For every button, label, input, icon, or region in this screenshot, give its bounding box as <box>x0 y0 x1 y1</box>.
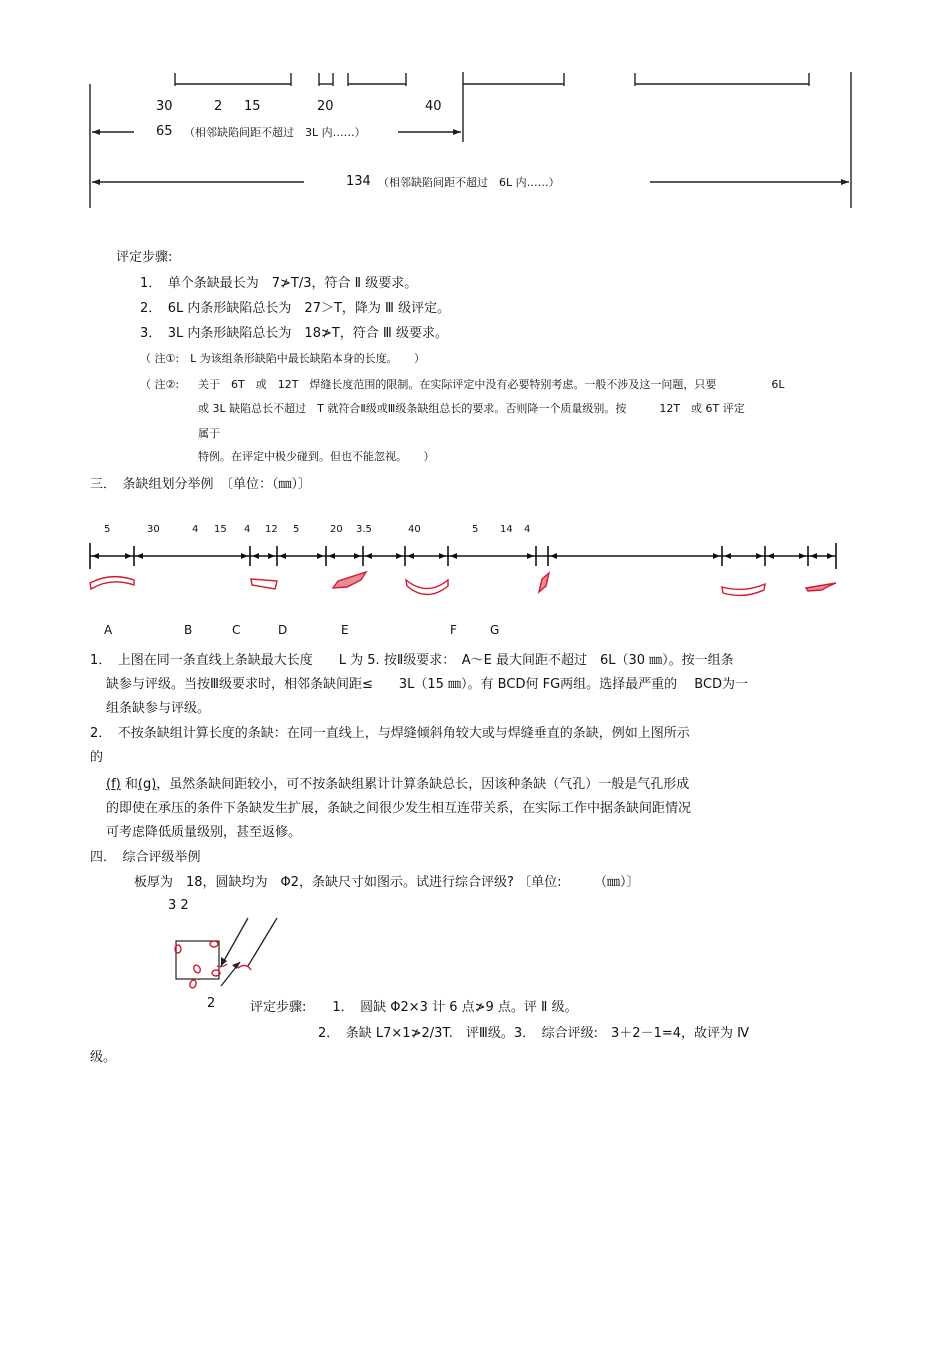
s3-top-number: 12 <box>265 524 278 535</box>
section4-step-line-3: 级。 <box>90 1050 117 1065</box>
s3-top-number: 4 <box>192 524 199 535</box>
section4-step-line-1: 评定步骤: 1． 圆缺 Φ2×3 计 6 点≯9 点。评 Ⅱ 级。 <box>250 1000 578 1015</box>
steps1-note-2-line-3: 属于 <box>198 427 220 440</box>
fig1-label-40: 40 <box>425 99 442 114</box>
section3-heading: 三． 条缺组划分举例 〔单位：（㎜）〕 <box>90 477 312 492</box>
section4-fig-top-label: 3 2 <box>168 898 189 913</box>
steps1-note-2-line-4: 特例。在评定中极少碰到。但也不能忽视。 ） <box>198 450 435 463</box>
steps1-item-3: 3． 3L 内条形缺陷总长为 18≯T，符合 Ⅲ 级要求。 <box>140 326 449 341</box>
s3-para2-f: (f) <box>106 777 121 792</box>
s3-top-number: 5 <box>472 524 479 535</box>
steps1-note-2-line-1: 关于 6T 或 12T 焊缝长度范围的限制。在实际评定中没有必要特别考虑。一般不涉及这一问题，只要 6L <box>198 378 785 391</box>
s3-top-number: 3.5 <box>356 524 372 535</box>
s3-top-number: 14 <box>500 524 513 535</box>
s3-para2-line-1: 2． 不按条缺组计算长度的条缺：在同一直线上，与焊缝倾斜角较大或与焊缝垂直的条缺，例如上图所示 <box>90 726 690 741</box>
fig1-dim-65-note: （相邻缺陷间距不超过 3L 内……） <box>184 126 366 139</box>
s3-para2-line-5: 可考虑降低质量级别，甚至返修。 <box>106 825 302 840</box>
s3-letter-c: C <box>232 623 241 637</box>
s3-top-number: 30 <box>147 524 160 535</box>
steps1-item-2: 2． 6L 内条形缺陷总长为 27＞T，降为 Ⅲ 级评定。 <box>140 301 451 316</box>
fig1-dim-65: 65 <box>156 124 173 139</box>
steps1-note-2-line-2: 或 3L 缺陷总长不超过 T 就符合Ⅱ级或Ⅲ级条缺组总长的要求。否则降一个质量级别。按 12T 或 6T 评定 <box>198 402 745 415</box>
fig1-label-15: 15 <box>244 99 261 114</box>
s3-top-number: 20 <box>330 524 343 535</box>
s3-para2-line-4: 的即使在承压的条件下条缺发生扩展，条缺之间很少发生相互连带关系，在实际工作中据条缺间距情况 <box>106 801 692 816</box>
s3-para1-line-1: 1． 上图在同一条直线上条缺最大长度 L 为 5. 按Ⅱ级要求： A～E 最大间距不超过 6L（30 ㎜）。按一组条 <box>90 653 734 668</box>
fig1-label-20: 20 <box>317 99 334 114</box>
s3-para2-rest: ，虽然条缺间距较小，可不按条缺组累计计算条缺总长，因该种条缺（气孔）一般是气孔形成 <box>156 777 690 792</box>
s3-para2-g: (g) <box>137 777 157 792</box>
s3-para2-and: 和 <box>120 777 138 792</box>
s3-top-number: 15 <box>214 524 227 535</box>
steps1-item-1: 1． 单个条缺最长为 7≯T/3，符合 Ⅱ 级要求。 <box>140 276 418 291</box>
section4-fig-bottom-label: 2 <box>207 996 216 1011</box>
s3-top-number: 5 <box>293 524 300 535</box>
fig1-dim-134-note: （相邻缺陷间距不超过 6L 内……） <box>378 176 560 189</box>
s3-top-number: 4 <box>244 524 251 535</box>
fig1-label-2: 2 <box>214 99 223 114</box>
s3-letter-a: A <box>104 623 113 637</box>
section4-intro: 板厚为 18，圆缺均为 Φ2，条缺尺寸如图示。试进行综合评级? 〔单位: （㎜）〕 <box>134 875 640 890</box>
s3-letter-f: F <box>450 623 457 637</box>
fig1-dim-134: 134 <box>346 174 371 189</box>
s3-para1-line-2: 缺参与评级。当按Ⅲ级要求时，相邻条缺间距≤ 3L（15 ㎜）。有 BCD何 FG两组。选择最严重的 BCD为一 <box>106 677 749 692</box>
section4-step-line-2: 2． 条缺 L7×1≯2/3T. 评Ⅲ级。3． 综合评级: 3＋2－1=4，故评为 Ⅳ <box>318 1026 750 1041</box>
section4-heading: 四． 综合评级举例 <box>90 850 201 865</box>
s3-para2-line-2: 的 <box>90 750 104 765</box>
s3-top-number: 40 <box>408 524 421 535</box>
fig1-label-30: 30 <box>156 99 173 114</box>
steps1-note-2-prefix: （ 注②: <box>140 378 180 391</box>
s3-top-number: 4 <box>524 524 531 535</box>
s3-letter-e: E <box>341 623 349 637</box>
s3-letter-d: D <box>278 623 288 637</box>
steps1-note-1: （ 注①: L 为该组条形缺陷中最长缺陷本身的长度。 ） <box>140 352 426 365</box>
s3-top-number: 5 <box>104 524 111 535</box>
s3-para1-line-3: 组条缺参与评级。 <box>106 701 211 716</box>
s3-letter-g: G <box>490 623 500 637</box>
s3-letter-b: B <box>184 623 193 637</box>
steps1-heading: 评定步骤: <box>116 250 173 265</box>
